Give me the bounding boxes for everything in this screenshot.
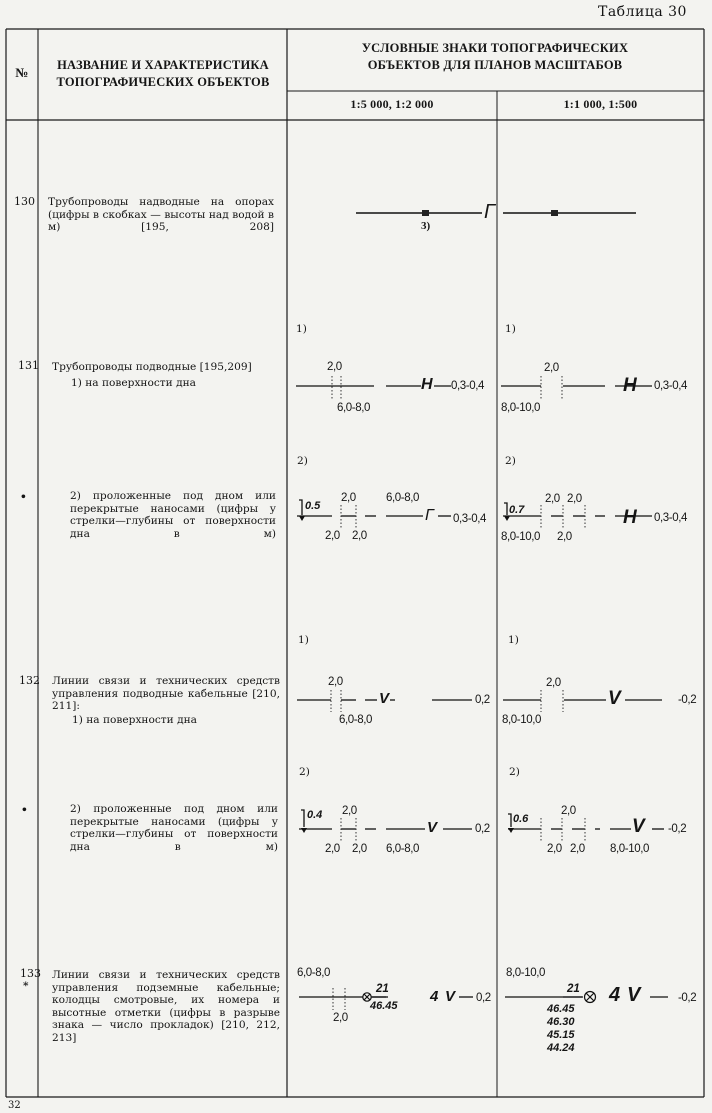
row-131-a2-d1: 2,0 <box>341 492 356 504</box>
row-132-a1-gap: 6,0-8,0 <box>339 714 373 726</box>
row-131-a1-letter: Н <box>421 376 433 393</box>
row-133-a-elevation: 46.45 <box>370 1000 398 1012</box>
row-132-b1-mark: 1) <box>508 634 519 646</box>
row-131-bullet: • <box>20 491 27 503</box>
row-133-b-gap: 8,0-10,0 <box>506 967 545 979</box>
row-131-b1-letter: Н <box>623 375 637 396</box>
row-133-b-well-number: 21 <box>567 983 580 995</box>
row-131-b2-d3: 2,0 <box>557 531 572 543</box>
row-132-bullet: • <box>21 804 28 816</box>
row-132-a2-depth: 0.4 <box>307 809 323 821</box>
row-131-title: Трубопроводы подводные [195,209] <box>52 361 252 373</box>
row-132-b2-gap: 8,0-10,0 <box>610 843 649 855</box>
row-number-131: 131 <box>18 359 39 372</box>
row-132-a2-d1: 2,0 <box>342 805 357 817</box>
row-132-b2-width: -0,2 <box>668 823 687 835</box>
manhole-icon <box>363 993 371 1001</box>
row-130-description: Трубопроводы надводные на опорах (цифры в скобках — высоты над водой в м) [195, 208] <box>48 196 274 233</box>
page-number: 32 <box>8 1100 21 1111</box>
row-132-a2-d2: 2,0 <box>325 843 340 855</box>
row-133-a-gap: 6,0-8,0 <box>297 967 331 979</box>
header-scale-a: 1:5 000, 1:2 000 <box>350 97 434 111</box>
elevation-label: 46.45 <box>547 1003 575 1015</box>
row-131-b1-width: 0,3-0,4 <box>654 380 688 392</box>
row-133-a-width: 0,2 <box>476 992 491 1004</box>
elevation-label: 45.15 <box>547 1029 575 1041</box>
row-131-sub2-text: 2) проложенные под дном или перекрытые наносами (цифры у стрелки—глубины от поверхности дна в м) <box>70 490 276 540</box>
row-132-a2-d3: 2,0 <box>352 843 367 855</box>
row-131-b2-letter: Н <box>623 507 637 528</box>
row-133-b-width: -0,2 <box>678 992 697 1004</box>
row-130-letter: Г <box>484 201 495 223</box>
row-132-b2-mark: 2) <box>509 766 520 778</box>
row-132-a1-dash: 2,0 <box>328 676 343 688</box>
row-131-b2-depth: 0.7 <box>509 504 525 516</box>
row-132-sub1: 1) на поверхности дна <box>72 714 197 726</box>
row-133-a-count: 4 <box>430 988 439 1005</box>
row-131-a1-dash: 2,0 <box>327 361 342 373</box>
row-132-a2-letter: V <box>427 819 438 836</box>
row-133-b-letter: V <box>627 984 641 1006</box>
row-131-a2-width: 0,3-0,4 <box>453 513 487 525</box>
row-131-b2-d1: 2,0 <box>545 493 560 505</box>
row-131-a2-d3: 2,0 <box>352 530 367 542</box>
row-131-b2-width: 0,3-0,4 <box>654 512 688 524</box>
row-132-b2-letter: V <box>632 816 645 837</box>
row-132-b2-d3: 2,0 <box>570 843 585 855</box>
row-130-height-note: 3) <box>421 220 431 232</box>
header-scale-b: 1:1 000, 1:500 <box>563 97 638 111</box>
row-131-a1-width: 0,3-0,4 <box>451 380 485 392</box>
row-131-a2-depth: 0.5 <box>305 500 321 512</box>
row-132-title: Линии связи и технических средств управления подводные кабельные [210, 211]: <box>52 675 280 712</box>
row-132-sub2-text: 2) проложенные под дном или перекрытые наносами (цифры у стрелки—глубины от поверхности дна в м) <box>70 803 278 853</box>
row-131-a2-d2: 2,0 <box>325 530 340 542</box>
row-132-a2-gap: 6,0-8,0 <box>386 843 420 855</box>
elevation-label: 46.30 <box>547 1016 575 1028</box>
row-131-a2-gap: 6,0-8,0 <box>386 492 420 504</box>
row-132-a1-letter: V <box>379 690 390 707</box>
row-133-star: * <box>23 980 29 992</box>
header-number: № <box>15 65 29 80</box>
row-131-a2-mark: 2) <box>297 455 308 467</box>
row-133-b-count: 4 <box>609 984 621 1006</box>
header-name: НАЗВАНИЕ И ХАРАКТЕРИСТИКА ТОПОГРАФИЧЕСКИХ ОБЪЕКТОВ <box>56 58 270 89</box>
row-131-b2-d2: 2,0 <box>567 493 582 505</box>
header-symbols: УСЛОВНЫЕ ЗНАКИ ТОПОГРАФИЧЕСКИХ ОБЪЕКТОВ ДЛЯ ПЛАНОВ МАСШТАБОВ <box>361 41 629 72</box>
table-label: Таблица 30 <box>598 4 687 20</box>
row-133-a-letter: V <box>445 988 456 1005</box>
row-number-132: 132 <box>19 674 40 687</box>
row-132-b2-d2: 2,0 <box>547 843 562 855</box>
row-number-133: 133 <box>20 967 41 980</box>
row-132-a2-width: 0,2 <box>475 823 490 835</box>
elevation-label: 44.24 <box>547 1042 575 1054</box>
row-132-b2-d1: 2,0 <box>561 805 576 817</box>
row-131-a1-mark: 1) <box>296 323 307 335</box>
row-131-b1-gap: 8,0-10,0 <box>501 402 540 414</box>
row-132-b1-width: -0,2 <box>678 694 697 706</box>
row-132-a1-width: 0,2 <box>475 694 490 706</box>
row-131-b2-gap: 8,0-10,0 <box>501 531 540 543</box>
row-132-a2-mark: 2) <box>299 766 310 778</box>
manhole-icon <box>585 992 596 1003</box>
row-132-b1-gap: 8,0-10,0 <box>502 714 541 726</box>
row-131-a2-letter: Г <box>425 507 434 524</box>
row-131-a1-gap: 6,0-8,0 <box>337 402 371 414</box>
row-132-b2-depth: 0.6 <box>513 813 529 825</box>
row-number-130: 130 <box>14 195 35 208</box>
row-132-b1-dash: 2,0 <box>546 677 561 689</box>
row-132-a1-mark: 1) <box>298 634 309 646</box>
row-133-a-well-number: 21 <box>376 983 389 995</box>
row-133-description: Линии связи и технических средств управления подземные кабельные; колодцы смотровые, их номера и высотные отметки (цифры в разрыве знака — число прокладок) [210, 212, 213] <box>52 969 280 1044</box>
row-133-a-dash: 2,0 <box>333 1012 348 1024</box>
row-131-b1-mark: 1) <box>505 323 516 335</box>
row-131-b2-mark: 2) <box>505 455 516 467</box>
row-131-b1-dash: 2,0 <box>544 362 559 374</box>
row-132-b1-letter: V <box>608 688 621 709</box>
row-131-sub1: 1) на поверхности дна <box>71 377 196 389</box>
